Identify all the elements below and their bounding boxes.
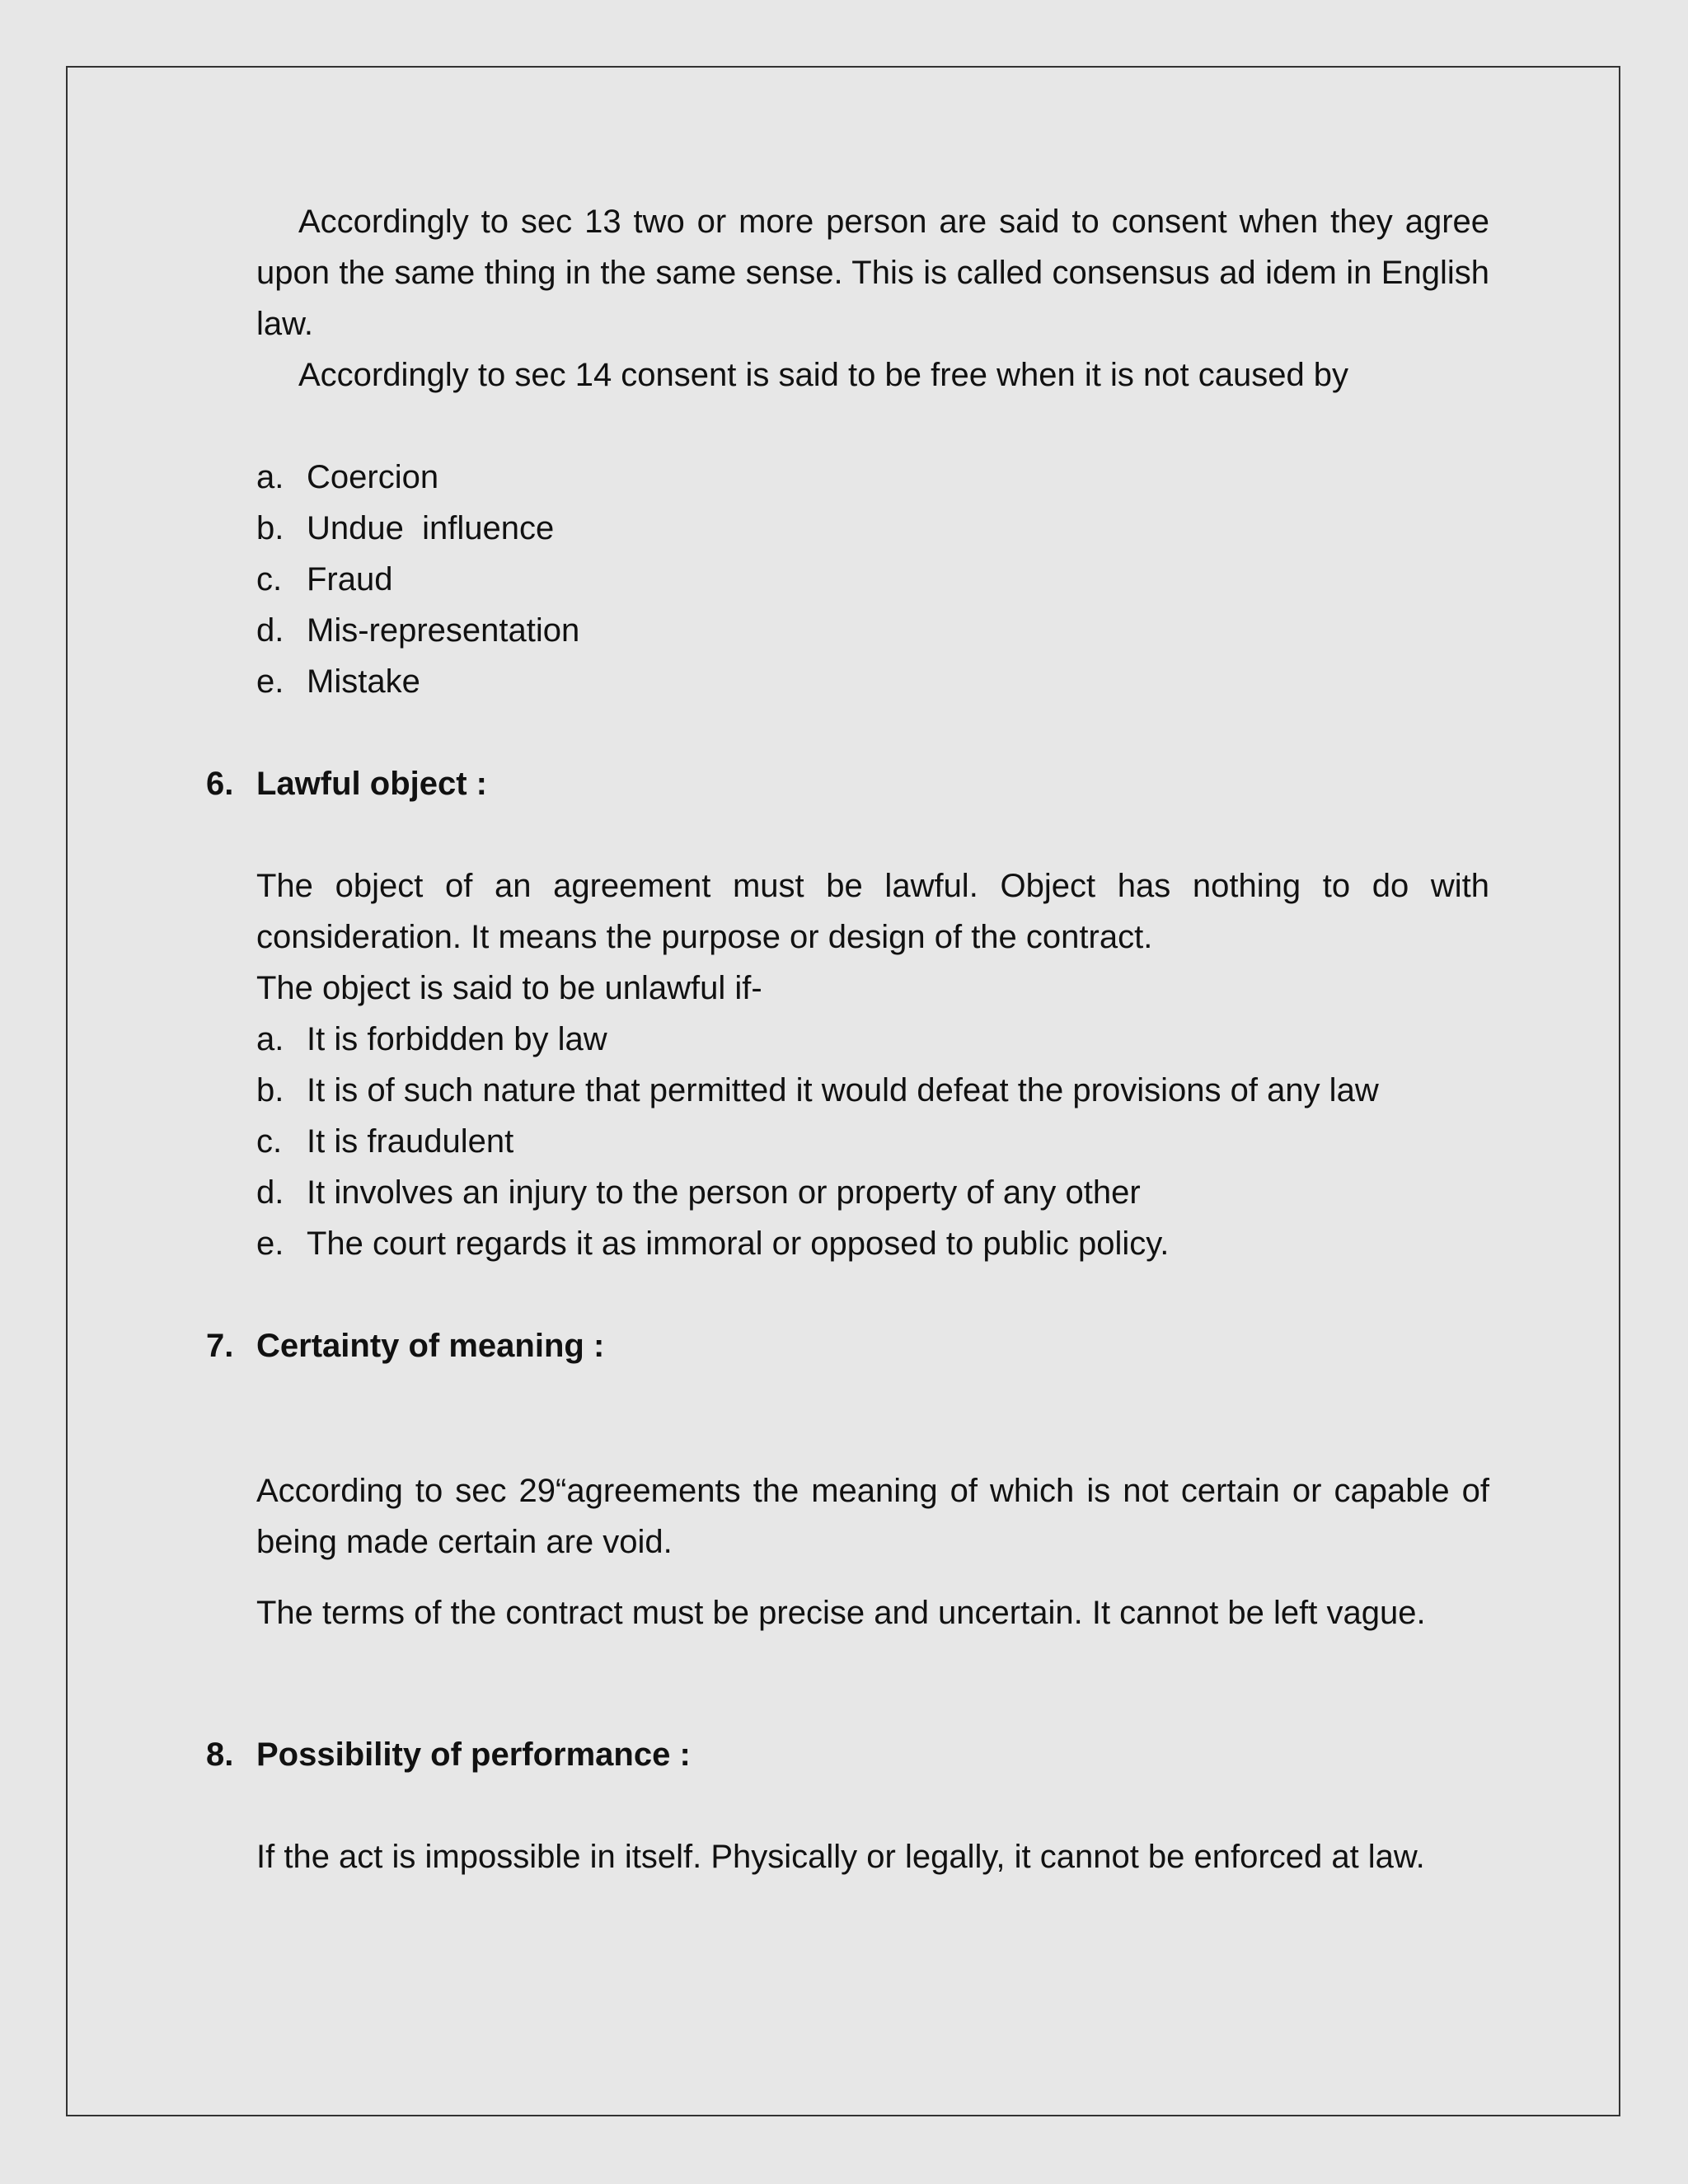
list-marker: e. <box>256 663 284 700</box>
list-marker: a. <box>256 459 284 495</box>
list-item-text: Mis-representation <box>307 612 580 649</box>
section-number: 8. <box>206 1736 234 1773</box>
list-marker: a. <box>256 1021 284 1057</box>
list-marker: c. <box>256 1123 283 1160</box>
unlawful-object-list <box>256 1014 1489 1269</box>
section-title: Possibility of performance : <box>256 1736 691 1773</box>
section-6-paragraph: The object of an agreement must be lawful. Object has nothing to do with consideration. It means the purpose or design of the contract. <box>256 868 1489 955</box>
list-marker: e. <box>256 1226 284 1262</box>
list-item-text: Fraud <box>307 561 393 598</box>
document-body <box>206 196 1489 1882</box>
list-item <box>256 1218 1489 1269</box>
list-item <box>256 656 1489 707</box>
section-7-paragraph-terms: The terms of the contract must be precise and uncertain. It cannot be left vague. <box>256 1595 1426 1631</box>
list-item-text: It involves an injury to the person or property of any other <box>307 1174 1141 1211</box>
section-title: Certainty of meaning : <box>256 1328 605 1364</box>
intro-paragraph-sec13: Accordingly to sec 13 two or more person are said to consent when they agree upon the same thing in the same sense. This is called consensus ad idem in English law. <box>256 204 1489 342</box>
list-item <box>256 1116 1489 1167</box>
list-marker: c. <box>256 561 283 598</box>
section-6-heading <box>206 758 1489 809</box>
section-7-heading <box>206 1320 1489 1371</box>
list-item <box>256 452 1489 503</box>
list-marker: b. <box>256 1072 284 1108</box>
free-consent-list <box>256 452 1489 707</box>
list-item-text: It is forbidden by law <box>307 1021 607 1057</box>
list-marker: d. <box>256 612 284 649</box>
list-item-text: Undue influence <box>307 510 555 546</box>
section-number: 6. <box>206 766 234 802</box>
list-item-text: Coercion <box>307 459 439 495</box>
list-item <box>256 503 1489 554</box>
section-8-heading <box>206 1729 1489 1780</box>
list-item-text: The court regards it as immoral or opposed to public policy. <box>307 1226 1170 1262</box>
section-number: 7. <box>206 1328 234 1364</box>
list-item <box>256 605 1489 656</box>
list-item <box>256 554 1489 605</box>
section-title: Lawful object : <box>256 766 487 802</box>
list-item <box>256 1014 1489 1065</box>
list-marker: d. <box>256 1174 284 1211</box>
list-item <box>256 1065 1489 1116</box>
intro-paragraph-sec14: Accordingly to sec 14 consent is said to be free when it is not caused by <box>298 357 1349 393</box>
list-item <box>256 1167 1489 1218</box>
list-item-text: It is of such nature that permitted it would defeat the provisions of any law <box>307 1072 1379 1108</box>
list-marker: b. <box>256 510 284 546</box>
section-8-paragraph: If the act is impossible in itself. Physically or legally, it cannot be enforced at law. <box>256 1839 1425 1875</box>
section-7-paragraph: According to sec 29“agreements the meaning of which is not certain or capable of being made certain are void. <box>256 1473 1489 1560</box>
section-6-unlawful-intro: The object is said to be unlawful if- <box>256 970 762 1006</box>
list-item-text: Mistake <box>307 663 420 700</box>
list-item-text: It is fraudulent <box>307 1123 514 1160</box>
